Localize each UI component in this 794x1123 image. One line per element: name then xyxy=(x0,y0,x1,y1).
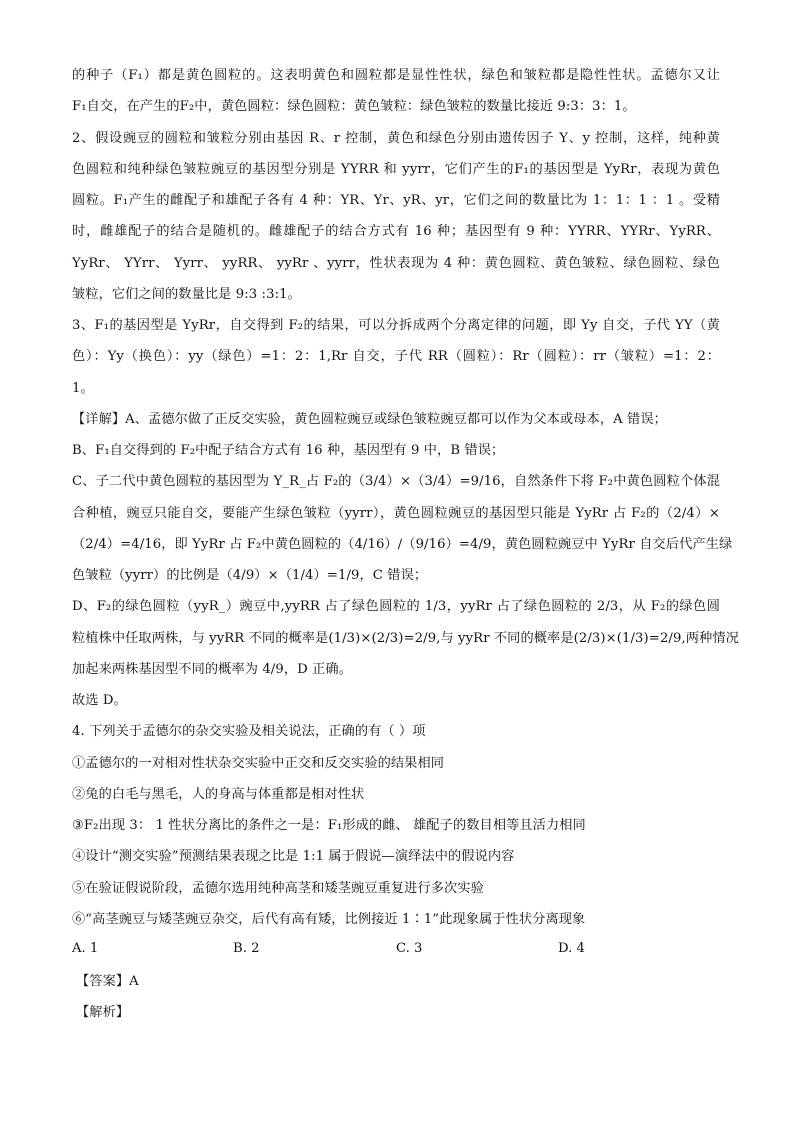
text-line: 色）：Yy（换色）：yy（绿色）=1：2：1,Rr 自交，子代 RR（圆粒）：Rr（圆粒）：rr（皱粒）=1：2： xyxy=(72,349,720,364)
answer-label: 【答案】A xyxy=(76,974,139,989)
text-line: C、子二代中黄色圆粒的基因型为 Y_R_占 F₂的（3/4）×（3/4）=9/16，自然条件下将 F₂中黄色圆粒个体混 xyxy=(72,474,720,489)
option-a: A. 1 xyxy=(72,941,99,956)
statement-6: ⑥“高茎豌豆与矮茎豌豆杂交，后代有高有矮，比例接近 1∶1”此现象属于性状分离现象 xyxy=(72,912,586,927)
text-line: （2/4）=4/16，即 YyRr 占 F₂中黄色圆粒的（4/16）/（9/16）=4/9，黄色圆粒豌豆中 YyRr 自交后代产生绿 xyxy=(72,537,733,552)
text-line: B、F₁自交得到的 F₂中配子结合方式有 16 种，基因型有 9 中，B 错误； xyxy=(72,443,505,458)
option-c: C. 3 xyxy=(396,941,423,956)
text-line: D、F₂的绿色圆粒（yyR_）豌豆中,yyRR 占了绿色圆粒的 1/3，yyRr 占了绿色圆粒的 2/3，从 F₂的绿色圆 xyxy=(72,599,720,614)
statement-4: ④设计“测交实验”预测结果表现之比是 1:1 属于假说—演绎法中的假说内容 xyxy=(72,849,515,864)
text-line: 粒植株中任取两株，与 yyRR 不同的概率是(1/3)×(2/3)=2/9,与 yyRr 不同的概率是(2/3)×(1/3)=2/9,两种情况 xyxy=(72,631,739,646)
answer-options xyxy=(72,941,722,961)
statement-2: ②兔的白毛与黑毛，人的身高与体重都是相对性状 xyxy=(72,787,365,802)
option-b: B. 2 xyxy=(233,941,260,956)
question-stem: 4. 下列关于孟德尔的杂交实验及相关说法，正确的有（ ）项 xyxy=(72,724,426,739)
text-line: 3、F₁的基因型是 YyRr，自交得到 F₂的结果，可以分拆成两个分离定律的问题，即 Yy 自交，子代 YY（黄 xyxy=(72,318,720,333)
text-line: 圆粒。F₁产生的雌配子和雄配子各有 4 种：YR、Yr、yR、yr，它们之间的数量比为 1：1：1 ：1 。受精 xyxy=(72,193,720,208)
text-line: 2、假设豌豆的圆粒和皱粒分别由基因 R、r 控制，黄色和绿色分别由遗传因子 Y、y 控制，这样，纯种黄 xyxy=(72,131,720,146)
analysis-label: 【解析】 xyxy=(76,1005,130,1020)
text-line: 合种植，豌豆只能自交，要能产生绿色皱粒（yyrr），黄色圆粒豌豆的基因型只能是 YyRr 占 F₂的（2/4）× xyxy=(72,506,720,521)
text-line: 皱粒，它们之间的数量比是 9:3 :3:1。 xyxy=(72,287,301,302)
statement-3: ③F₂出现 3： 1 性状分离比的条件之一是：F₁形成的雌、 雄配子的数目相等且活力相同 xyxy=(72,818,586,833)
text-line: 【详解】A、孟德尔做了正反交实验，黄色圆粒豌豆或绿色皱粒豌豆都可以作为父本或母本，A 错误； xyxy=(72,412,667,427)
text-line: 色皱粒（yyrr）的比例是（4/9）×（1/4）=1/9，C 错误； xyxy=(72,568,428,583)
statement-1: ①孟德尔的一对相对性状杂交实验中正交和反交实验的结果相同 xyxy=(72,756,445,771)
text-line: 1。 xyxy=(72,381,94,396)
text-line: 时，雌雄配子的结合是随机的。雌雄配子的结合方式有 16 种；基因型有 9 种：YYRR、YYRr、YyRR、 xyxy=(72,224,720,239)
text-line: F₁自交，在产生的F₂中，黄色圆粒：绿色圆粒：黄色皱粒：绿色皱粒的数量比接近 9:3：3：1。 xyxy=(72,99,636,114)
text-line: 故选 D。 xyxy=(72,693,127,708)
option-d: D. 4 xyxy=(558,941,585,956)
text-line: 的种子（F₁）都是黄色圆粒的。这表明黄色和圆粒都是显性性状，绿色和皱粒都是隐性性状。孟德尔又让 xyxy=(72,68,720,83)
text-line: 加起来两株基因型不同的概率为 4/9，D 正确。 xyxy=(72,662,352,677)
text-line: YyRr、 YYrr、 Yyrr、 yyRR、 yyRr 、yyrr，性状表现为 4 种：黄色圆粒、黄色皱粒、绿色圆粒、绿色 xyxy=(72,256,720,271)
text-line: 色圆粒和纯种绿色皱粒豌豆的基因型分别是 YYRR 和 yyrr，它们产生的F₁的基因型是 YyRr，表现为黄色 xyxy=(72,162,720,177)
statement-5: ⑤在验证假说阶段，孟德尔选用纯种高茎和矮茎豌豆重复进行多次实验 xyxy=(72,881,484,896)
